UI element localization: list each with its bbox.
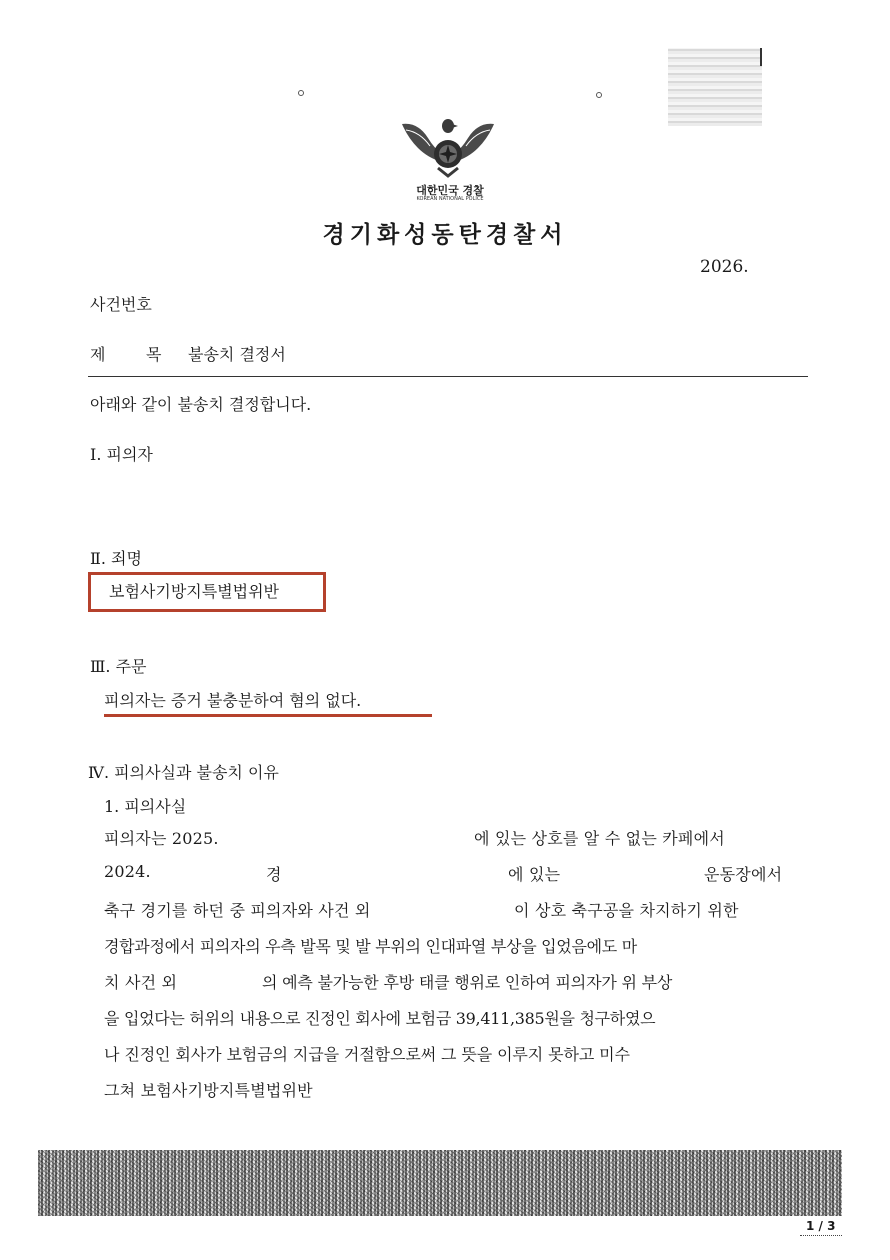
intro-text: 아래와 같이 불송치 결정합니다. [90, 395, 312, 414]
section-suspect-heading: Ⅰ. 피의자 [90, 445, 153, 464]
facts-line-3a: 축구 경기를 하던 중 피의자와 사건 외 [104, 901, 371, 920]
facts-line-7: 나 진정인 회사가 보험금의 지급을 거절함으로써 그 뜻을 이루지 못하고 미수 [104, 1045, 630, 1064]
scan-dot-left [298, 90, 304, 96]
order-underline [104, 714, 432, 717]
facts-line-5a: 치 사건 외 [104, 973, 178, 992]
facts-line-5b: 의 예측 불가능한 후방 태클 행위로 인하여 피의자가 위 부상 [262, 973, 673, 992]
header-divider [88, 376, 808, 377]
section-order-heading: Ⅲ. 주문 [90, 657, 147, 676]
scan-dot-right [596, 92, 602, 98]
charge-value: 보험사기방지특별법위반 [109, 582, 280, 601]
title-label-first: 제 [90, 345, 106, 364]
emblem-name: 대한민국 경찰 [416, 184, 484, 197]
charge-highlight-box [88, 572, 326, 612]
facts-subheading: 1. 피의사실 [104, 797, 187, 816]
page-number-dots [800, 1235, 842, 1236]
title-value: 불송치 결정서 [188, 345, 286, 364]
facts-line-2b: 경 [266, 865, 282, 884]
facts-line-1b: 에 있는 상호를 알 수 없는 카페에서 [474, 829, 725, 848]
stamp-edge-mark [760, 48, 762, 66]
facts-line-8: 그쳐 보험사기방지특별법위반 [104, 1081, 313, 1100]
redacted-footer-block [38, 1150, 842, 1216]
facts-line-4: 경합과정에서 피의자의 우측 발목 및 발 부위의 인대파열 부상을 입었음에도 마 [104, 937, 637, 956]
case-number-label: 사건번호 [90, 295, 152, 314]
document-date: 2026. [700, 257, 749, 277]
title-label-second: 목 [146, 345, 162, 364]
police-emblem-icon [398, 114, 498, 180]
police-station-title: 경기화성동탄경찰서 [322, 221, 568, 248]
facts-line-1a: 피의자는 2025. [104, 829, 219, 848]
section-charge-heading: Ⅱ. 죄명 [90, 549, 142, 568]
section-facts-heading: Ⅳ. 피의사실과 불송치 이유 [88, 763, 279, 782]
facts-line-2d: 운동장에서 [704, 865, 783, 884]
order-value: 피의자는 증거 불충분하여 혐의 없다. [104, 691, 362, 710]
page-number: 1 / 3 [806, 1219, 836, 1233]
emblem-subtitle: KOREAN NATIONAL POLICE [416, 196, 484, 202]
facts-line-6: 을 입었다는 허위의 내용으로 진정인 회사에 보험금 39,411,385원을 청구하였으 [104, 1009, 656, 1028]
redacted-stamp [668, 48, 762, 126]
facts-line-3b: 이 상호 축구공을 차지하기 위한 [514, 901, 739, 920]
facts-line-2a: 2024. [104, 862, 151, 881]
facts-line-2c: 에 있는 [508, 865, 561, 884]
